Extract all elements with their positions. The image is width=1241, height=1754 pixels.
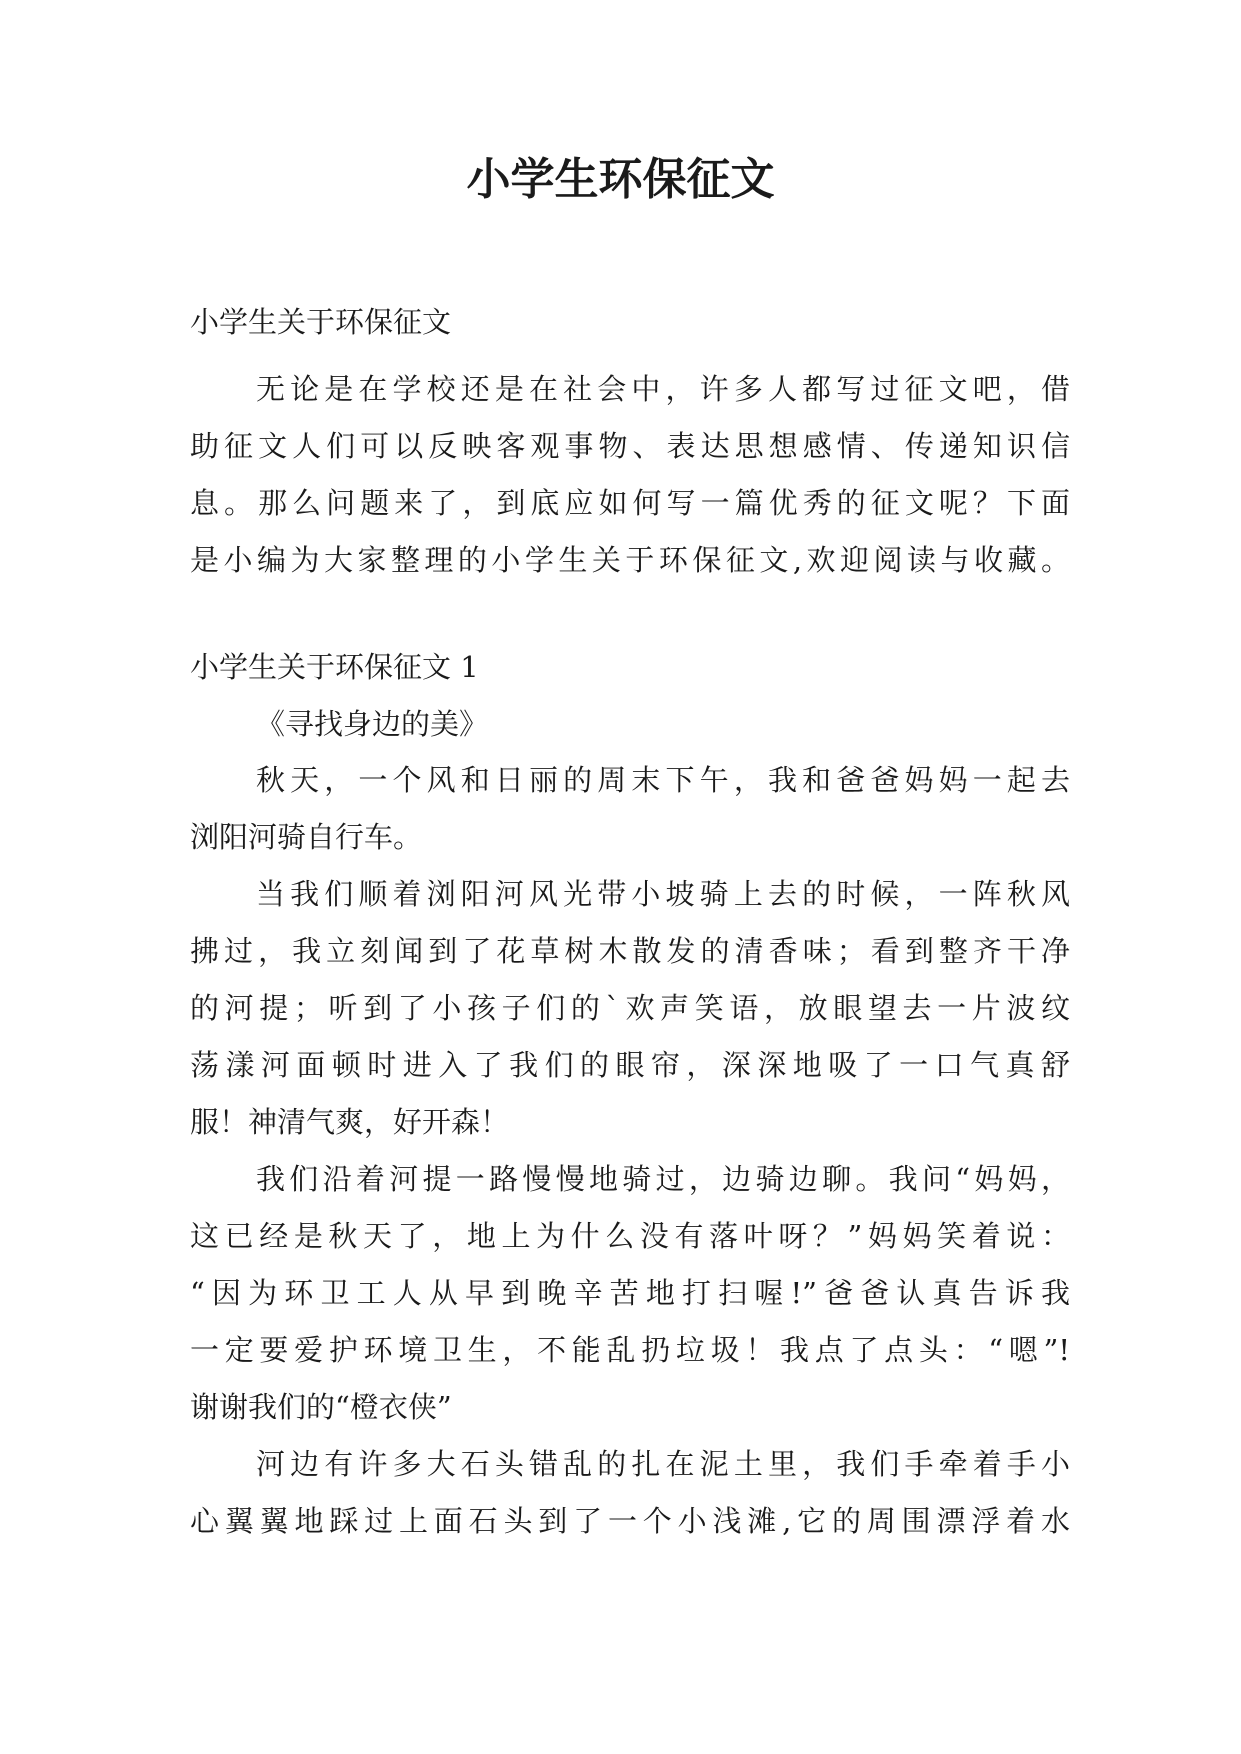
paragraph-line: 当我们顺着浏阳河风光带小坡骑上去的时候，一阵秋风 — [256, 877, 1070, 911]
intro-heading: 小学生关于环保征文 — [190, 305, 452, 339]
essay-heading: 小学生关于环保征文 1 — [190, 650, 479, 684]
paragraph-line: 谢谢我们的“橙衣侠” — [190, 1390, 452, 1424]
intro-line: 助征文人们可以反映客观事物、表达思想感情、传递知识信 — [190, 429, 1070, 463]
paragraph-line: 我们沿着河提一路慢慢地骑过，边骑边聊。我问“妈妈， — [256, 1162, 1070, 1196]
paragraph-line: 浏阳河骑自行车。 — [190, 820, 423, 854]
paragraph-line: 的河提；听到了小孩子们的`欢声笑语，放眼望去一片波纹 — [190, 991, 1070, 1025]
paragraph-line: 心翼翼地踩过上面石头到了一个小浅滩,它的周围漂浮着水 — [190, 1504, 1070, 1538]
paragraph-line: 拂过，我立刻闻到了花草树木散发的清香味；看到整齐干净 — [190, 934, 1070, 968]
paragraph-line: 服！神清气爽，好开森！ — [190, 1105, 510, 1139]
intro-line: 无论是在学校还是在社会中，许多人都写过征文吧，借 — [256, 372, 1070, 406]
paragraph-line: 河边有许多大石头错乱的扎在泥土里，我们手牵着手小 — [256, 1447, 1070, 1481]
paragraph-line: 秋天，一个风和日丽的周末下午，我和爸爸妈妈一起去 — [256, 763, 1070, 797]
document-title: 小学生环保征文 — [466, 154, 775, 205]
intro-line: 息。那么问题来了，到底应如何写一篇优秀的征文呢？下面 — [190, 486, 1070, 520]
essay-title: 《寻找身边的美》 — [256, 707, 489, 741]
paragraph-line: 荡漾河面顿时进入了我们的眼帘，深深地吸了一口气真舒 — [190, 1048, 1070, 1082]
paragraph-line: 这已经是秋天了，地上为什么没有落叶呀？”妈妈笑着说： — [190, 1219, 1070, 1253]
paragraph-line: 一定要爱护环境卫生，不能乱扔垃圾！我点了点头：“嗯”! — [190, 1333, 1070, 1367]
paragraph-line: “因为环卫工人从早到晚辛苦地打扫喔!”爸爸认真告诉我 — [190, 1276, 1070, 1310]
intro-line: 是小编为大家整理的小学生关于环保征文,欢迎阅读与收藏。 — [190, 543, 1070, 577]
